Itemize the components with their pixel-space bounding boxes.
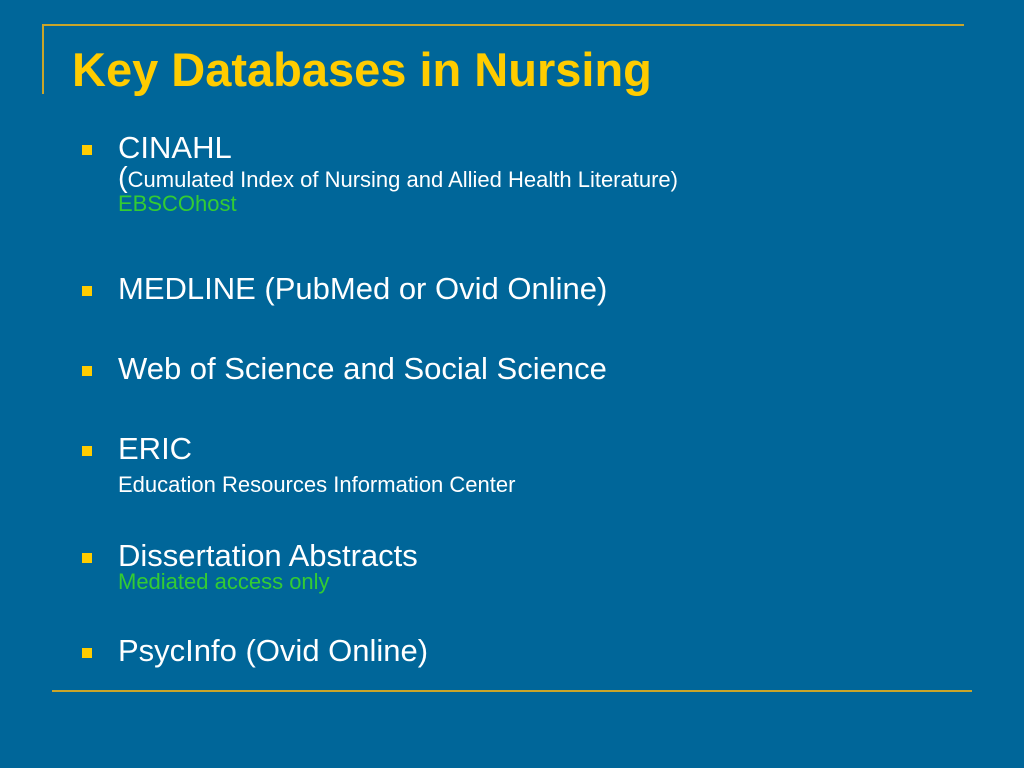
- bullet-square-icon: [82, 366, 92, 376]
- item-description-open: (: [118, 162, 128, 194]
- list-item-dissertation-abstracts: [118, 538, 418, 596]
- frame-top-rule: [42, 24, 964, 26]
- bullet-square-icon: [82, 145, 92, 155]
- bullet-square-icon: [82, 648, 92, 658]
- slide-title: Key Databases in Nursing: [72, 43, 652, 96]
- list-item-cinahl: [118, 130, 678, 218]
- item-description: Education Resources Information Center: [118, 472, 516, 497]
- bullet-square-icon: [82, 553, 92, 563]
- item-label: PsycInfo (Ovid Online): [118, 633, 429, 668]
- item-label: CINAHL: [118, 130, 232, 165]
- item-label: MEDLINE (PubMed or Ovid Online): [118, 271, 608, 306]
- item-note: EBSCOhost: [118, 191, 237, 216]
- frame-left-rule: [42, 24, 44, 94]
- item-description-text: Cumulated Index of Nursing and Allied Health Literature): [127, 167, 678, 192]
- list-item-web-of-science: [118, 351, 607, 387]
- item-label: ERIC: [118, 431, 193, 466]
- item-label: Web of Science and Social Science: [118, 351, 607, 386]
- list-item-medline: [118, 271, 607, 307]
- list-item-eric: [118, 431, 515, 499]
- bullet-square-icon: [82, 446, 92, 456]
- list-item-psycinfo: [118, 633, 428, 669]
- item-label: Dissertation Abstracts: [118, 538, 418, 573]
- item-note: Mediated access only: [118, 569, 330, 594]
- footer-rule: [52, 690, 972, 692]
- bullet-square-icon: [82, 286, 92, 296]
